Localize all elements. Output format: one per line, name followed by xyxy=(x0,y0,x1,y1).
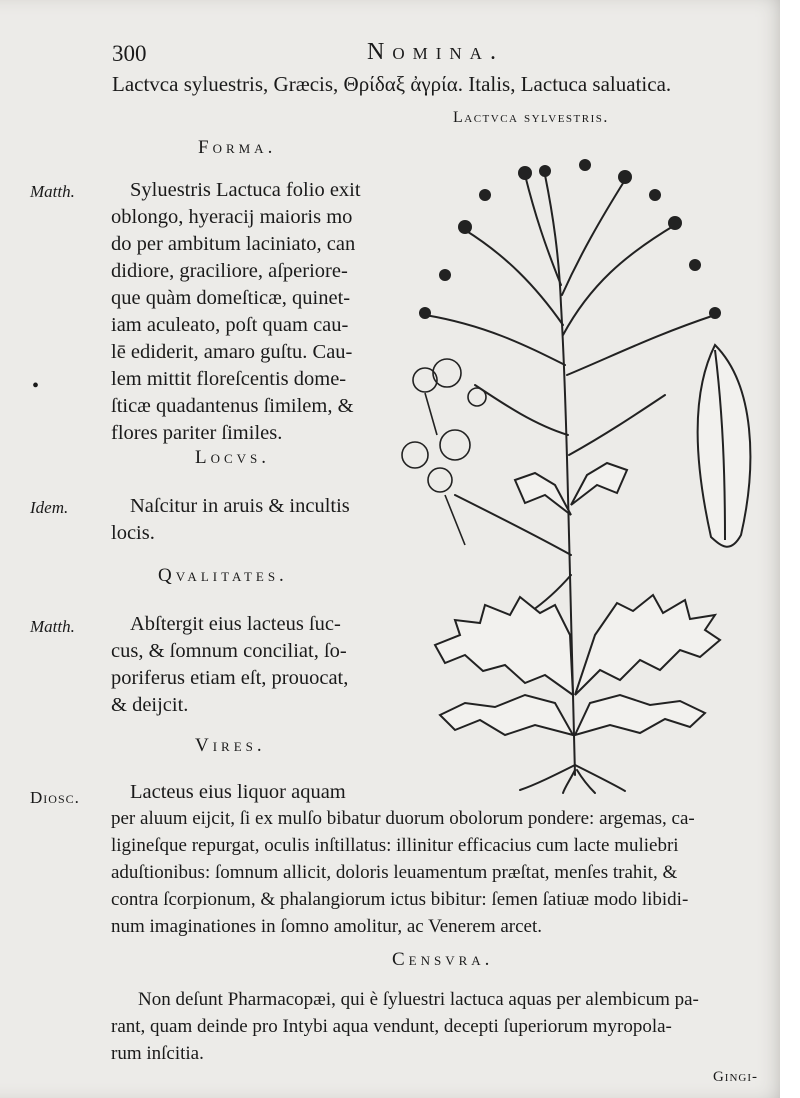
text-line: lē ediderit, amaro guſtu. Cau- xyxy=(111,341,353,363)
woodcut-lettuce-plant-icon xyxy=(385,135,765,795)
heading-forma: Forma. xyxy=(198,137,277,158)
page-number: 300 xyxy=(112,41,147,66)
heading-qualitates: Qvalitates. xyxy=(158,565,288,586)
text-line: Lacteus eius liquor aquam xyxy=(130,781,346,803)
margin-note-forma: Matth. xyxy=(30,182,75,201)
margin-note-vires: Diosc. xyxy=(30,788,80,807)
text-line: ſticæ quadantenus ſimilem, & xyxy=(111,395,354,417)
margin-mark: • xyxy=(32,375,40,397)
text-line: ligineſque repurgat, oculis inſtillatus: illinitur efficacius cum lacte muliebri xyxy=(111,835,679,856)
text-line: poriferus etiam eſt, prouocat, xyxy=(111,667,349,689)
margin-note-locus: Idem. xyxy=(30,498,69,517)
text-line: lem mittit floreſcentis dome- xyxy=(111,368,347,390)
text-line: Naſcitur in aruis & incultis xyxy=(130,495,350,517)
text-line: didiore, graciliore, aſperiore- xyxy=(111,260,348,282)
text-line: aduſtionibus: ſomnum allicit, doloris leuamentum præſtat, menſes trahit, & xyxy=(111,862,678,883)
heading-censura: Censvra. xyxy=(392,949,494,970)
heading-locus: Locvs. xyxy=(195,447,271,468)
text-line: rum inſcitia. xyxy=(111,1043,204,1064)
text-line: Non deſunt Pharmacopæi, qui è ſyluestri lactuca aquas per alembicum pa- xyxy=(138,989,699,1010)
text-line: cus, & ſomnum conciliat, ſo- xyxy=(111,640,347,662)
text-line: per aluum eijcit, ſi ex mulſo bibatur duorum obolorum pondere: argemas, ca- xyxy=(111,808,695,829)
text-line: locis. xyxy=(111,522,155,544)
text-line: Abſtergit eius lacteus ſuc- xyxy=(130,613,341,635)
text-line: do per ambitum laciniato, can xyxy=(111,233,356,255)
text-line: rant, quam deinde pro Intybi aqua vendunt, decepti ſuperiorum myropola- xyxy=(111,1016,672,1037)
text-line: flores pariter ſimiles. xyxy=(111,422,283,444)
text-line: iam aculeato, poſt quam cau- xyxy=(111,314,349,336)
text-line: oblongo, hyeracij maioris mo xyxy=(111,206,353,228)
text-line: & deijcit. xyxy=(111,694,189,716)
plate-caption: Lactvca sylvestris. xyxy=(453,109,609,126)
text-line: num imaginationes in ſomno amolitur, ac Venerem arcet. xyxy=(111,916,543,937)
plant-name-line: Lactvca syluestris, Græcis, Θρίδαξ ἀγρία. Italis, Lactuca saluatica. xyxy=(112,72,672,96)
text-line: que quàm domeſticæ, quinet- xyxy=(111,287,351,309)
text-line: Syluestris Lactuca folio exit xyxy=(130,179,361,201)
heading-vires: Vires. xyxy=(195,735,266,756)
running-head: Nomina. xyxy=(367,39,504,65)
catchword: Gingi- xyxy=(712,1069,758,1085)
text-line: contra ſcorpionum, & phalangiorum ictus bibitur: ſemen ſatiuæ modo libidi- xyxy=(111,889,689,910)
margin-note-qualitates: Matth. xyxy=(30,617,75,636)
page-edge xyxy=(780,0,790,1098)
